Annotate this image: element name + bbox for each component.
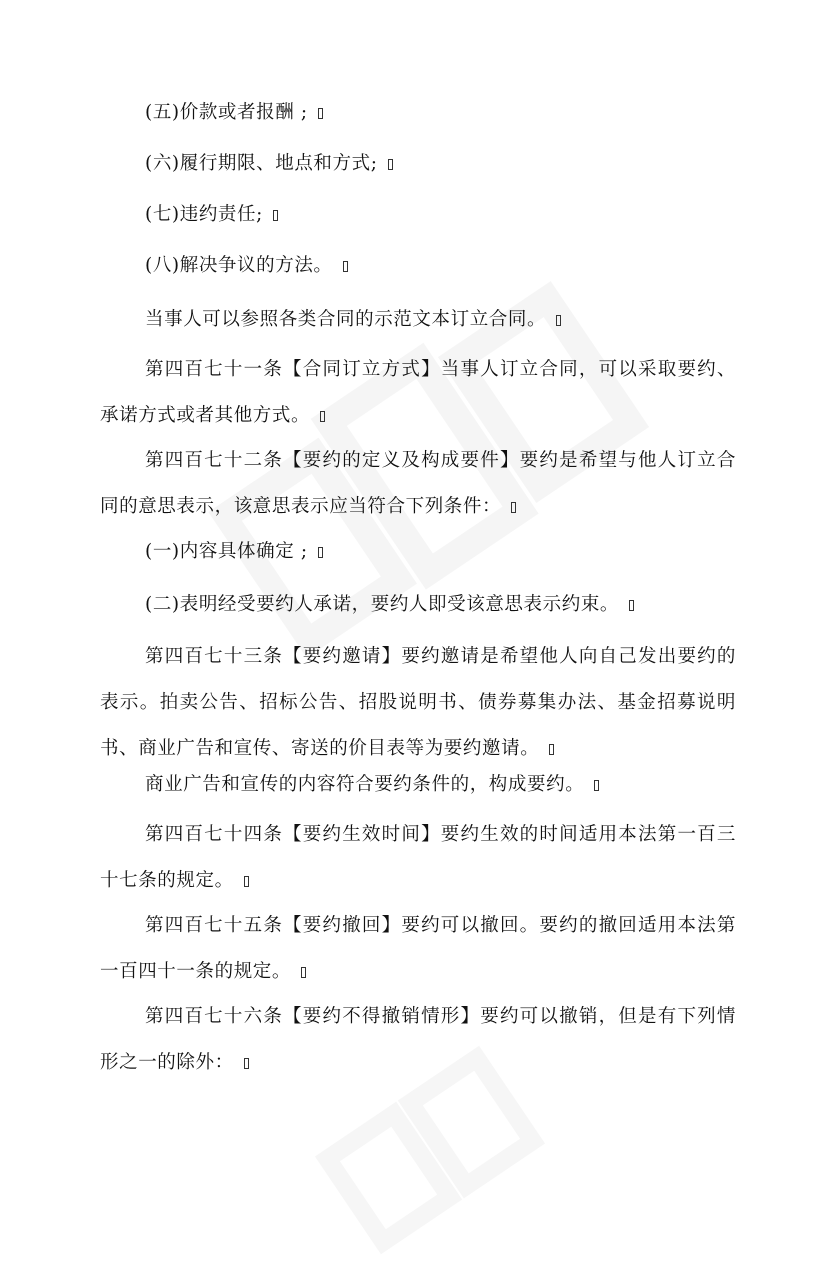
paragraph-item-7	[145, 192, 735, 238]
paragraph-text: 第四百七十六条【要约不得撤销情形】要约可以撤销，但是有下列情形之一的除外：	[100, 1006, 736, 1073]
paragraph-item-8	[145, 243, 735, 289]
paragraph-mark-icon	[629, 600, 634, 611]
article-472	[100, 438, 736, 530]
paragraph-text: 第四百七十五条【要约撤回】要约可以撤回。要约的撤回适用本法第一百四十一条的规定。	[100, 915, 736, 982]
paragraph-text: 第四百七十二条【要约的定义及构成要件】要约是希望与他人订立合同的意思表示，该意思表示应当符合下列条件：	[100, 450, 736, 517]
paragraph-mark-icon	[549, 744, 554, 755]
article-471	[100, 347, 736, 439]
paragraph-text: (八)解决争议的方法。	[145, 255, 333, 276]
paragraph-mark-icon	[318, 547, 323, 558]
article-474	[100, 812, 736, 904]
article-475	[100, 903, 736, 995]
paragraph-mark-icon	[343, 261, 348, 272]
paragraph-mark-icon	[244, 1058, 249, 1069]
paragraph-item-2	[145, 582, 735, 628]
paragraph-text: 第四百七十四条【要约生效时间】要约生效的时间适用本法第一百三十七条的规定。	[100, 824, 736, 891]
paragraph-text: 第四百七十三条【要约邀请】要约邀请是希望他人向自己发出要约的表示。拍卖公告、招标公告、招股说明书、债券募集办法、基金招募说明书、商业广告和宣传、寄送的价目表等为要约邀请。	[100, 646, 736, 759]
paragraph-text: 当事人可以参照各类合同的示范文本订立合同。	[145, 309, 547, 330]
paragraph-mark-icon	[301, 967, 306, 978]
paragraph-advertising	[145, 762, 735, 808]
paragraph-text: 商业广告和宣传的内容符合要约条件的，构成要约。	[145, 774, 585, 795]
paragraph-text: (七)违约责任;	[145, 204, 263, 225]
paragraph-model-text	[145, 297, 735, 343]
paragraph-mark-icon	[594, 780, 599, 791]
paragraph-mark-icon	[318, 108, 323, 119]
paragraph-text: (六)履行期限、地点和方式;	[145, 153, 378, 174]
article-473	[100, 634, 736, 772]
paragraph-item-6	[145, 141, 735, 187]
paragraph-mark-icon	[556, 315, 561, 326]
paragraph-text: 第四百七十一条【合同订立方式】当事人订立合同，可以采取要约、承诺方式或者其他方式。	[100, 359, 736, 426]
paragraph-text: (五)价款或者报酬 ;	[145, 102, 308, 123]
paragraph-mark-icon	[244, 876, 249, 887]
article-476	[100, 994, 736, 1086]
paragraph-text: (二)表明经受要约人承诺，要约人即受该意思表示约束。	[145, 594, 620, 615]
paragraph-item-5	[145, 90, 735, 136]
paragraph-text: (一)内容具体确定 ;	[145, 541, 308, 562]
paragraph-item-1	[145, 529, 735, 575]
paragraph-mark-icon	[320, 411, 325, 422]
paragraph-mark-icon	[273, 210, 278, 221]
paragraph-mark-icon	[511, 502, 516, 513]
paragraph-mark-icon	[388, 159, 393, 170]
